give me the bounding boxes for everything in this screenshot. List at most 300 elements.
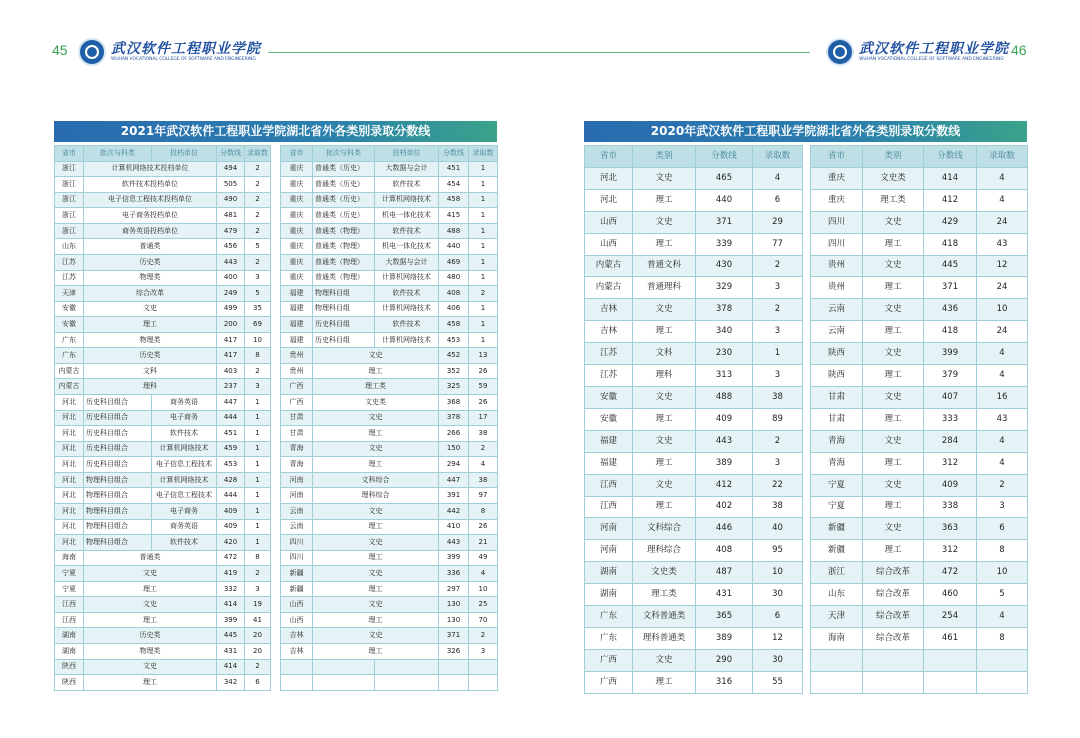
table-cell: 文科综合 — [313, 472, 439, 488]
table-cell: 38 — [469, 472, 498, 488]
table-cell: 计算机网络技术 — [375, 332, 439, 348]
table-cell: 459 — [217, 441, 245, 457]
table-cell: 410 — [439, 519, 469, 535]
table-cell: 综合改革 — [863, 627, 924, 649]
table-row — [585, 474, 803, 496]
table-cell: 江西 — [585, 496, 633, 518]
table-cell: 文史 — [633, 211, 696, 233]
table-cell: 商务英语投档单位 — [84, 223, 217, 239]
table-cell: 文史 — [863, 474, 924, 496]
table-cell: 文史 — [633, 430, 696, 452]
col-header: 省市 — [811, 146, 863, 168]
table-cell: 理工类 — [313, 379, 439, 395]
table-cell: 海南 — [55, 550, 84, 566]
table-row — [811, 299, 1028, 321]
table-cell: 历史类 — [84, 628, 217, 644]
table-row — [281, 223, 498, 239]
table-cell: 38 — [753, 386, 803, 408]
col-header: 分数线 — [924, 146, 977, 168]
table-row — [585, 233, 803, 255]
table-cell: 福建 — [585, 452, 633, 474]
header-divider — [268, 52, 810, 53]
table-cell — [924, 671, 977, 693]
table-cell: 重庆 — [811, 189, 863, 211]
table-cell: 429 — [924, 211, 977, 233]
table-cell: 河南 — [585, 518, 633, 540]
table-cell: 历史科目组 — [313, 317, 375, 333]
table-row — [585, 671, 803, 693]
score-table-2020-a — [584, 145, 803, 694]
table-cell: 文科 — [633, 343, 696, 365]
table-cell: 大数据与会计 — [375, 161, 439, 177]
table-row — [55, 597, 271, 613]
table-cell: 17 — [469, 410, 498, 426]
table-cell: 电子商务 — [152, 503, 217, 519]
table-row — [55, 675, 271, 691]
table-cell: 河北 — [55, 519, 84, 535]
table-cell: 1 — [245, 395, 271, 411]
table-cell: 409 — [217, 519, 245, 535]
table-cell: 494 — [217, 161, 245, 177]
table-cell: 1 — [245, 503, 271, 519]
table-cell: 95 — [753, 540, 803, 562]
table-cell: 26 — [469, 519, 498, 535]
table-cell: 理工 — [863, 540, 924, 562]
table-row — [811, 562, 1028, 584]
table-cell: 普通类（物理） — [313, 223, 375, 239]
table-cell: 河北 — [55, 472, 84, 488]
table-cell: 湖南 — [585, 562, 633, 584]
table-cell: 理工 — [84, 612, 217, 628]
table-cell: 理工 — [313, 363, 439, 379]
table-cell: 普通类（历史） — [313, 177, 375, 193]
col-header: 分数线 — [217, 146, 245, 162]
table-cell: 历史类 — [84, 254, 217, 270]
table-cell: 10 — [245, 332, 271, 348]
table-row — [811, 408, 1028, 430]
table-row — [55, 566, 271, 582]
table-cell: 1 — [245, 472, 271, 488]
table-cell: 山西 — [585, 233, 633, 255]
table-row — [811, 671, 1028, 693]
table-cell: 物理科目组合 — [84, 503, 152, 519]
col-header: 批次与科类 — [84, 146, 152, 162]
table-cell: 历史科目组合 — [84, 457, 152, 473]
table-cell: 389 — [696, 627, 753, 649]
school-emblem-icon — [78, 38, 106, 66]
table-cell: 安徽 — [585, 408, 633, 430]
table-row — [55, 581, 271, 597]
table-row — [585, 277, 803, 299]
col-header: 分数线 — [696, 146, 753, 168]
table-cell: 江西 — [585, 474, 633, 496]
table-cell: 1 — [469, 270, 498, 286]
table-cell: 文史 — [84, 301, 217, 317]
table-cell: 山东 — [55, 239, 84, 255]
table-cell: 河南 — [281, 488, 313, 504]
table-cell: 2 — [245, 177, 271, 193]
table-cell: 2 — [245, 161, 271, 177]
table-cell: 406 — [439, 301, 469, 317]
table-cell: 21 — [469, 535, 498, 551]
table-row — [281, 410, 498, 426]
table-cell: 368 — [439, 395, 469, 411]
table-cell — [863, 671, 924, 693]
table-cell: 文史 — [84, 566, 217, 582]
table-row — [55, 472, 271, 488]
table-row — [585, 255, 803, 277]
table-cell: 普通类（物理） — [313, 270, 375, 286]
table-cell: 理工 — [863, 277, 924, 299]
table-cell: 444 — [217, 410, 245, 426]
table-cell: 理工 — [863, 365, 924, 387]
table-cell: 物理类 — [84, 332, 217, 348]
table-cell: 云南 — [811, 299, 863, 321]
table-cell: 290 — [696, 649, 753, 671]
col-header: 省市 — [585, 146, 633, 168]
table-cell: 30 — [753, 584, 803, 606]
table-row — [585, 167, 803, 189]
table-cell: 30 — [753, 649, 803, 671]
table-cell: 文史 — [863, 211, 924, 233]
table-cell: 442 — [439, 503, 469, 519]
table-row — [811, 343, 1028, 365]
table-cell: 普通类 — [84, 239, 217, 255]
table-cell: 宁夏 — [55, 581, 84, 597]
table-cell: 云南 — [281, 503, 313, 519]
table-cell: 55 — [753, 671, 803, 693]
table-cell: 软件技术 — [152, 426, 217, 442]
table-row — [281, 581, 498, 597]
table-cell: 6 — [245, 675, 271, 691]
table-cell: 商务英语 — [152, 519, 217, 535]
table-cell: 481 — [217, 208, 245, 224]
table-cell: 机电一体化技术 — [375, 208, 439, 224]
table-cell: 江苏 — [55, 270, 84, 286]
table-cell: 河北 — [585, 189, 633, 211]
table-cell: 综合改革 — [863, 562, 924, 584]
table-cell: 计算机网络技术 — [152, 472, 217, 488]
school-name-en: WUHAN VOCATIONAL COLLEGE OF SOFTWARE AND ENGINEERING — [111, 57, 256, 62]
table-cell: 甘肃 — [811, 386, 863, 408]
table-cell: 重庆 — [281, 192, 313, 208]
table-cell: 重庆 — [281, 223, 313, 239]
table-row — [281, 254, 498, 270]
table-cell: 文史 — [84, 659, 217, 675]
table-row — [585, 189, 803, 211]
table-cell: 广西 — [585, 649, 633, 671]
table-row — [585, 606, 803, 628]
table-cell: 浙江 — [55, 161, 84, 177]
table-cell: 130 — [439, 597, 469, 613]
table-cell: 417 — [217, 348, 245, 364]
table-cell: 理工 — [84, 581, 217, 597]
table-cell: 5 — [245, 286, 271, 302]
table-cell: 重庆 — [281, 161, 313, 177]
table-cell: 440 — [696, 189, 753, 211]
table-row — [811, 627, 1028, 649]
table-row — [281, 192, 498, 208]
table-cell: 418 — [924, 321, 977, 343]
table-cell: 陕西 — [811, 343, 863, 365]
table-cell: 江苏 — [585, 343, 633, 365]
table-cell: 安徽 — [55, 317, 84, 333]
table-row — [585, 408, 803, 430]
table-cell: 456 — [217, 239, 245, 255]
table-cell: 吉林 — [281, 628, 313, 644]
score-table-2020-b — [810, 145, 1028, 694]
table-row — [281, 597, 498, 613]
table-cell: 40 — [753, 518, 803, 540]
table-cell: 青海 — [811, 430, 863, 452]
table-cell: 6 — [753, 606, 803, 628]
table-cell: 文史 — [863, 518, 924, 540]
table-cell: 计算机网络技术 — [375, 192, 439, 208]
table-cell: 3 — [753, 277, 803, 299]
table-cell: 综合改革 — [863, 584, 924, 606]
table-cell: 408 — [696, 540, 753, 562]
table-cell: 1 — [469, 254, 498, 270]
table-cell: 物理科目组合 — [84, 488, 152, 504]
table-cell: 339 — [696, 233, 753, 255]
table-row — [281, 239, 498, 255]
table-cell: 海南 — [811, 627, 863, 649]
table-cell: 488 — [696, 386, 753, 408]
table-row — [811, 452, 1028, 474]
table-cell: 计算机网络技术投档单位 — [84, 161, 217, 177]
table-cell: 理工 — [633, 233, 696, 255]
table-row — [281, 177, 498, 193]
table-title-2020: 2020年武汉软件工程职业学院湖北省外各类别录取分数线 — [584, 121, 1027, 142]
table-cell: 414 — [217, 597, 245, 613]
table-cell — [469, 675, 498, 691]
table-row — [585, 321, 803, 343]
table-cell: 342 — [217, 675, 245, 691]
table-cell: 22 — [753, 474, 803, 496]
table-cell: 文史 — [84, 597, 217, 613]
table-cell: 418 — [924, 233, 977, 255]
table-cell: 444 — [217, 488, 245, 504]
table-row — [585, 562, 803, 584]
table-cell: 10 — [469, 581, 498, 597]
table-cell: 广西 — [281, 379, 313, 395]
table-cell: 77 — [753, 233, 803, 255]
table-cell: 451 — [217, 426, 245, 442]
table-cell: 409 — [924, 474, 977, 496]
table-row — [811, 321, 1028, 343]
table-cell: 13 — [469, 348, 498, 364]
col-header: 投档单位 — [375, 146, 439, 162]
table-cell: 计算机网络技术 — [375, 270, 439, 286]
table-cell: 316 — [696, 671, 753, 693]
table-cell: 计算机网络技术 — [375, 301, 439, 317]
score-table-2021-a — [54, 145, 271, 691]
table-cell: 广东 — [55, 332, 84, 348]
table-cell: 3 — [753, 321, 803, 343]
table-cell: 266 — [439, 426, 469, 442]
table-row — [281, 348, 498, 364]
table-cell: 400 — [217, 270, 245, 286]
table-cell: 1 — [245, 410, 271, 426]
table-cell: 312 — [924, 540, 977, 562]
table-row — [281, 332, 498, 348]
table-cell — [375, 675, 439, 691]
table-cell: 412 — [696, 474, 753, 496]
table-row — [55, 317, 271, 333]
table-row — [55, 441, 271, 457]
table-cell: 371 — [696, 211, 753, 233]
table-cell: 458 — [439, 192, 469, 208]
table-cell: 490 — [217, 192, 245, 208]
page-number-right: 46 — [1011, 42, 1027, 58]
table-cell: 河北 — [55, 457, 84, 473]
table-cell: 普通类 — [84, 550, 217, 566]
table-cell: 4 — [977, 452, 1028, 474]
table-cell: 湖南 — [55, 628, 84, 644]
table-cell: 2 — [245, 566, 271, 582]
table-cell: 10 — [977, 299, 1028, 321]
table-row — [55, 426, 271, 442]
table-cell: 重庆 — [281, 239, 313, 255]
table-cell: 8 — [245, 348, 271, 364]
table-cell: 430 — [696, 255, 753, 277]
col-header: 投档单位 — [152, 146, 217, 162]
table-cell: 河北 — [55, 535, 84, 551]
table-cell: 249 — [217, 286, 245, 302]
table-cell: 460 — [924, 584, 977, 606]
table-cell: 河北 — [55, 410, 84, 426]
table-cell: 431 — [696, 584, 753, 606]
table-cell: 物理科目组 — [313, 286, 375, 302]
table-cell: 1 — [469, 192, 498, 208]
table-cell: 479 — [217, 223, 245, 239]
table-row — [281, 472, 498, 488]
table-cell: 综合改革 — [863, 606, 924, 628]
table-cell: 414 — [217, 659, 245, 675]
table-row — [55, 659, 271, 675]
table-cell: 41 — [245, 612, 271, 628]
table-cell: 38 — [469, 426, 498, 442]
table-cell: 浙江 — [55, 208, 84, 224]
table-row — [55, 223, 271, 239]
table-cell: 419 — [217, 566, 245, 582]
table-cell: 409 — [217, 503, 245, 519]
table-cell: 2 — [753, 255, 803, 277]
table-cell: 2 — [469, 628, 498, 644]
table-cell: 贵州 — [811, 255, 863, 277]
table-row — [811, 233, 1028, 255]
table-cell: 409 — [696, 408, 753, 430]
table-cell: 四川 — [811, 233, 863, 255]
school-name-cn: 武汉软件工程职业学院 — [859, 41, 1009, 57]
table-cell: 3 — [245, 379, 271, 395]
table-cell: 宁夏 — [811, 474, 863, 496]
table-cell: 历史科目组合 — [84, 395, 152, 411]
table-cell — [924, 649, 977, 671]
table-cell: 16 — [977, 386, 1028, 408]
table-row — [811, 277, 1028, 299]
table-cell: 文科 — [84, 363, 217, 379]
table-row — [585, 496, 803, 518]
table-cell: 402 — [696, 496, 753, 518]
table-cell: 407 — [924, 386, 977, 408]
table-cell: 理工 — [313, 644, 439, 660]
table-cell: 陕西 — [811, 365, 863, 387]
table-cell: 505 — [217, 177, 245, 193]
table-cell: 物理科目组 — [313, 301, 375, 317]
table-cell: 电子商务 — [152, 410, 217, 426]
table-cell: 472 — [924, 562, 977, 584]
table-row — [281, 488, 498, 504]
table-cell: 普通理科 — [633, 277, 696, 299]
table-cell: 综合改革 — [84, 286, 217, 302]
table-row — [585, 211, 803, 233]
table-cell: 428 — [217, 472, 245, 488]
table-cell: 20 — [245, 644, 271, 660]
table-cell: 普通类（物理） — [313, 254, 375, 270]
table-cell: 26 — [469, 395, 498, 411]
table-cell: 2 — [753, 299, 803, 321]
table-cell: 文史类 — [313, 395, 439, 411]
table-row — [811, 606, 1028, 628]
table-cell: 理工 — [633, 189, 696, 211]
table-cell: 10 — [977, 562, 1028, 584]
table-row — [281, 208, 498, 224]
table-cell: 四川 — [281, 535, 313, 551]
table-row — [811, 386, 1028, 408]
table-cell: 4 — [977, 343, 1028, 365]
col-header: 录取数 — [245, 146, 271, 162]
table-cell: 文史 — [863, 430, 924, 452]
table-cell — [375, 659, 439, 675]
table-cell: 1 — [753, 343, 803, 365]
table-cell: 2 — [469, 286, 498, 302]
table-cell: 365 — [696, 606, 753, 628]
table-cell: 19 — [245, 597, 271, 613]
table-cell: 物理科目组合 — [84, 519, 152, 535]
table-row — [281, 395, 498, 411]
table-cell: 446 — [696, 518, 753, 540]
table-cell: 文史 — [863, 343, 924, 365]
table-cell: 10 — [753, 562, 803, 584]
table-cell: 2 — [245, 659, 271, 675]
table-cell: 文科普通类 — [633, 606, 696, 628]
table-cell: 新疆 — [281, 566, 313, 582]
table-cell: 文史 — [863, 255, 924, 277]
table-row — [281, 535, 498, 551]
col-header: 类别 — [863, 146, 924, 168]
table-cell: 4 — [977, 430, 1028, 452]
table-cell: 贵州 — [281, 348, 313, 364]
table-cell: 文史 — [633, 386, 696, 408]
table-row — [55, 550, 271, 566]
table-cell: 1 — [245, 441, 271, 457]
table-row — [281, 628, 498, 644]
table-cell: 理工 — [84, 675, 217, 691]
table-cell: 广东 — [585, 627, 633, 649]
table-cell: 1 — [469, 177, 498, 193]
table-cell: 河北 — [55, 488, 84, 504]
col-header: 类别 — [633, 146, 696, 168]
table-cell — [281, 659, 313, 675]
table-cell: 内蒙古 — [55, 379, 84, 395]
school-logo-right — [826, 36, 1009, 68]
table-cell: 2 — [245, 223, 271, 239]
table-cell: 230 — [696, 343, 753, 365]
table-cell: 福建 — [585, 430, 633, 452]
table-cell — [313, 675, 375, 691]
table-cell: 普通文科 — [633, 255, 696, 277]
